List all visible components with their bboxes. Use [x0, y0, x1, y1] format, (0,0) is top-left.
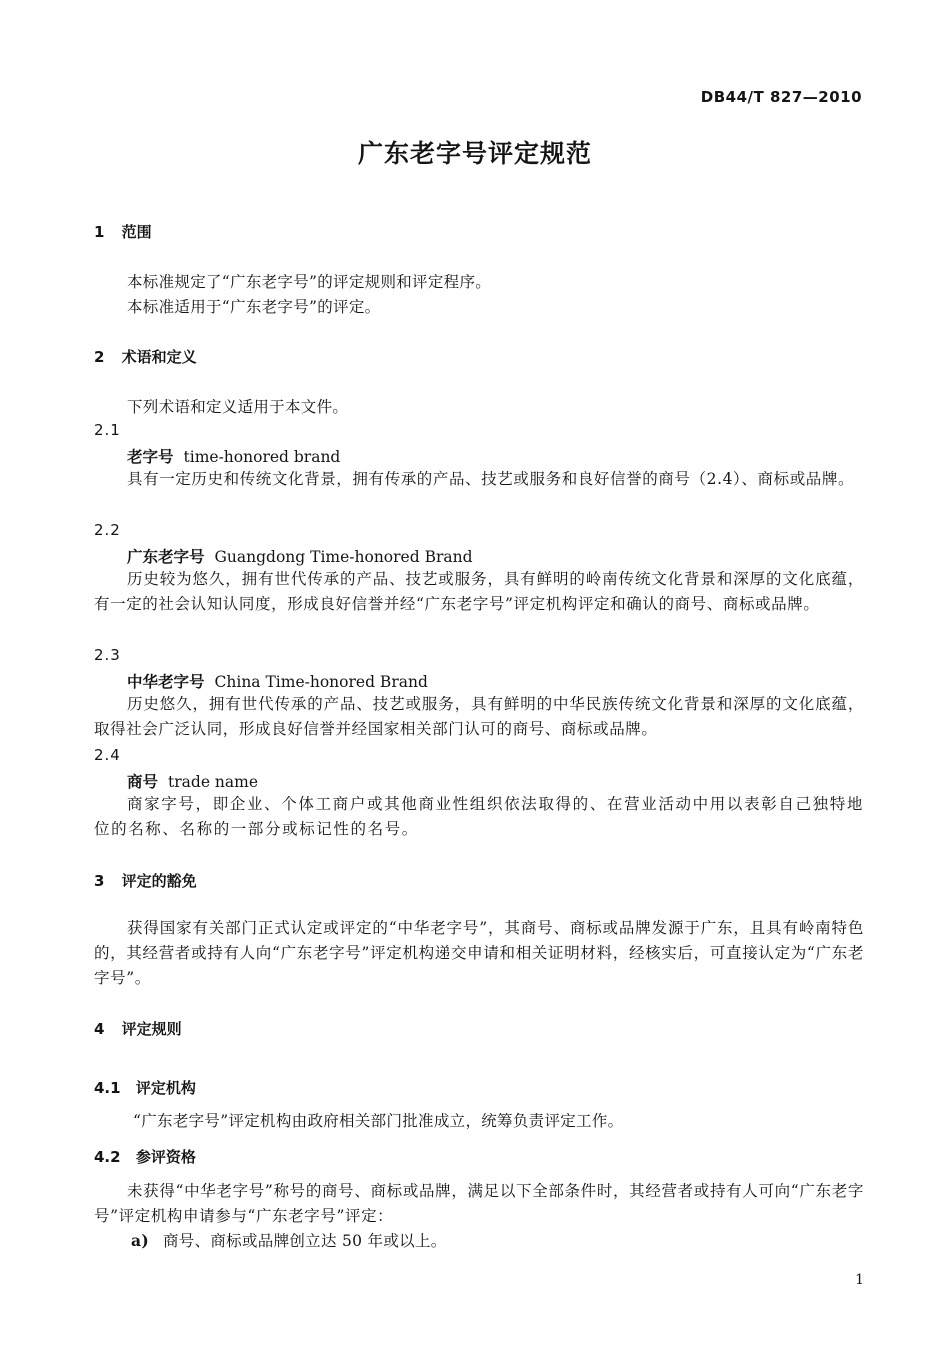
term-number: 2.2: [94, 521, 121, 539]
term-zh: 广东老字号: [127, 548, 205, 566]
section-2-heading: [94, 346, 197, 367]
term-number: 2.1: [94, 421, 121, 439]
section-1-heading: [94, 221, 152, 242]
section-title: 评定的豁免: [121, 872, 197, 890]
standard-code: DB44/T 827—2010: [700, 88, 862, 106]
subsection-title: 评定机构: [135, 1079, 196, 1097]
term-zh: 商号: [127, 773, 159, 791]
subsection-title: 参评资格: [135, 1148, 196, 1166]
list-label: a): [131, 1231, 149, 1250]
list-text: 商号、商标或品牌创立达 50 年或以上。: [162, 1232, 447, 1250]
term-zh: 老字号: [127, 448, 174, 466]
list-item: [131, 1229, 447, 1251]
term-en: China Time-honored Brand: [214, 673, 428, 691]
section-3-paragraph: 获得国家有关部门正式认定或评定的“中华老字号”，其商号、商标或品牌发源于广东，且具有岭南特色的，其经营者或持有人向“广东老字号”评定机构递交申请和相关证明材料，经核实后，可直接认定为“广东老字号”。: [94, 919, 864, 987]
subsection-4-2-paragraph: 未获得“中华老字号”称号的商号、商标或品牌，满足以下全部条件时，其经营者或持有人可向“广东老字号”评定机构申请参与“广东老字号”评定：: [94, 1182, 864, 1225]
section-4-heading: [94, 1018, 182, 1039]
term-definition: 具有一定历史和传统文化背景，拥有传承的产品、技艺或服务和良好信誉的商号（2.4）、商标或品牌。: [127, 470, 855, 488]
term-zh: 中华老字号: [127, 673, 205, 691]
section-number: 1: [94, 223, 105, 241]
term-heading: [127, 445, 340, 467]
section-1-paragraph: 本标准适用于“广东老字号”的评定。: [127, 298, 381, 316]
term-heading: [127, 545, 473, 567]
section-title: 评定规则: [121, 1020, 182, 1038]
subsection-4-2-heading: [94, 1146, 196, 1167]
term-number: 2.4: [94, 746, 121, 764]
section-number: 2: [94, 348, 105, 366]
section-title: 术语和定义: [121, 348, 197, 366]
section-number: 3: [94, 872, 105, 890]
section-number: 4: [94, 1020, 105, 1038]
subsection-4-1-paragraph: “广东老字号”评定机构由政府相关部门批准成立，统筹负责评定工作。: [133, 1112, 624, 1130]
page-number: 1: [855, 1272, 864, 1288]
term-heading: [127, 670, 428, 692]
term-number: 2.3: [94, 646, 121, 664]
section-title: 范围: [121, 223, 152, 241]
subsection-number: 4.2: [94, 1148, 121, 1166]
term-heading: [127, 770, 258, 792]
subsection-number: 4.1: [94, 1079, 121, 1097]
subsection-4-1-heading: [94, 1077, 196, 1098]
document-title: 广东老字号评定规范: [357, 139, 592, 168]
section-3-heading: [94, 870, 197, 891]
term-definition: 商家字号，即企业、个体工商户或其他商业性组织依法取得的、在营业活动中用以表彰自己独特地位的名称、名称的一部分或标记性的名号。: [94, 795, 864, 838]
term-en: time-honored brand: [183, 448, 341, 466]
section-1-paragraph: 本标准规定了“广东老字号”的评定规则和评定程序。: [127, 273, 492, 291]
term-definition: 历史悠久，拥有世代传承的产品、技艺或服务，具有鲜明的中华民族传统文化背景和深厚的文化底蕴，取得社会广泛认同，形成良好信誉并经国家相关部门认可的商号、商标或品牌。: [94, 695, 864, 738]
term-en: Guangdong Time-honored Brand: [214, 548, 473, 566]
section-2-intro: 下列术语和定义适用于本文件。: [127, 398, 349, 416]
term-en: trade name: [168, 773, 259, 791]
term-definition: 历史较为悠久，拥有世代传承的产品、技艺或服务，具有鲜明的岭南传统文化背景和深厚的文化底蕴，有一定的社会认知认同度，形成良好信誉并经“广东老字号”评定机构评定和确认的商号、商标或品牌。: [94, 570, 864, 613]
